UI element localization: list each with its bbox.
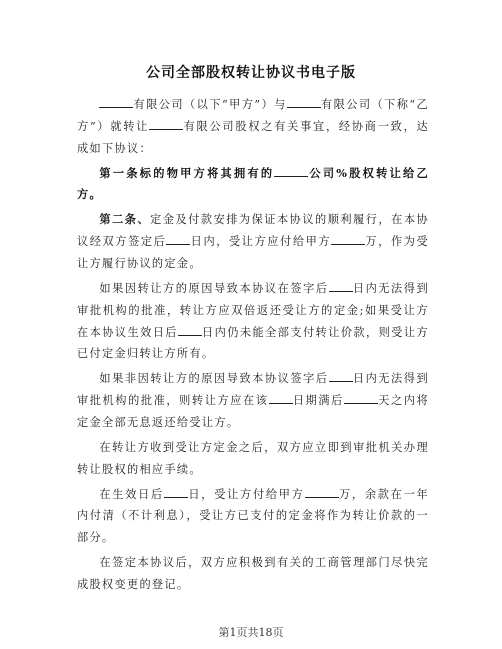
paragraph-article-2 (77, 209, 429, 274)
text-segment: 万，余款在一年内付清（不计利息），受让方已支付的定金将作为转让价款的一部分。 (77, 487, 429, 545)
fill-blank (329, 280, 353, 292)
fill-blank (269, 392, 293, 404)
text-segment: 有限公司股权之有关事宜，经协商一致，达成如下协议： (77, 119, 429, 155)
text-segment: 天之内将定金全部无息返还给受让方。 (77, 394, 429, 429)
document-body (77, 94, 429, 599)
text-segment: 日内无法得到审批机构的批准，转让方应双倍返还受让方的定金;如果受让方在本协议生效日后 (77, 281, 429, 339)
text-segment: 日内仍未能全部支付转让价款，则受让方已付定金归转让方所有。 (77, 325, 429, 361)
paragraph-procedure (77, 437, 429, 481)
fill-blank (178, 324, 202, 336)
text-segment: 公司%股权转让给乙方。 (77, 165, 429, 202)
text-segment: 如果因转让方的原因导致本协议在签字后 (99, 281, 329, 295)
paragraph-intro (77, 94, 429, 159)
text-segment: 在生效日后 (99, 487, 164, 501)
fill-blank (305, 486, 339, 498)
text-segment: 在签定本协议后，双方应积极到有关的工商管理部门尽快完成股权变更的登记。 (77, 556, 429, 592)
fill-blank (166, 234, 190, 246)
fill-blank (274, 165, 308, 177)
text-segment: 日内，受让方应付给甲方 (190, 235, 332, 249)
fill-blank (329, 371, 353, 383)
fill-blank (344, 392, 378, 404)
page-number: 第1页共18页 (218, 626, 284, 639)
paragraph-payment (77, 484, 429, 549)
paragraph-deposit-return (77, 368, 429, 433)
text-segment: 万，作为受让方履行协议的定金。 (77, 235, 429, 270)
text-segment: 第一条标的物甲方将其拥有的 (99, 165, 275, 180)
text-segment: 有限公司（下称“乙方”）就转让 (77, 98, 430, 133)
article-heading: 第二条、 (99, 212, 151, 227)
text-segment: 日，受让方付给甲方 (187, 487, 305, 501)
paragraph-article-1 (77, 163, 429, 207)
text-segment: 定金及付款安排为保证本协议的顺利履行，在本协议经双方签定后 (77, 213, 430, 249)
fill-blank (331, 234, 365, 246)
text-segment: 在转让方收到受让方定金之后，双方应立即到审批机关办理转让股权的相应手续。 (77, 440, 429, 476)
text-segment: 日内无法得到审批机构的批准，则转让方应在该 (77, 372, 429, 408)
text-segment: 如果非因转让方的原因导致本协议签字后 (99, 372, 329, 386)
paragraph-registration (77, 552, 429, 596)
fill-blank (149, 118, 183, 130)
fill-blank (287, 96, 321, 108)
text-segment: 有限公司（以下“甲方”）与 (133, 98, 287, 111)
document-title: 公司全部股权转让协议书电子版 (146, 65, 356, 81)
fill-blank (99, 96, 133, 108)
paragraph-deposit-transferor (77, 278, 429, 365)
text-segment: 日期满后 (292, 394, 344, 408)
fill-blank (164, 486, 188, 498)
